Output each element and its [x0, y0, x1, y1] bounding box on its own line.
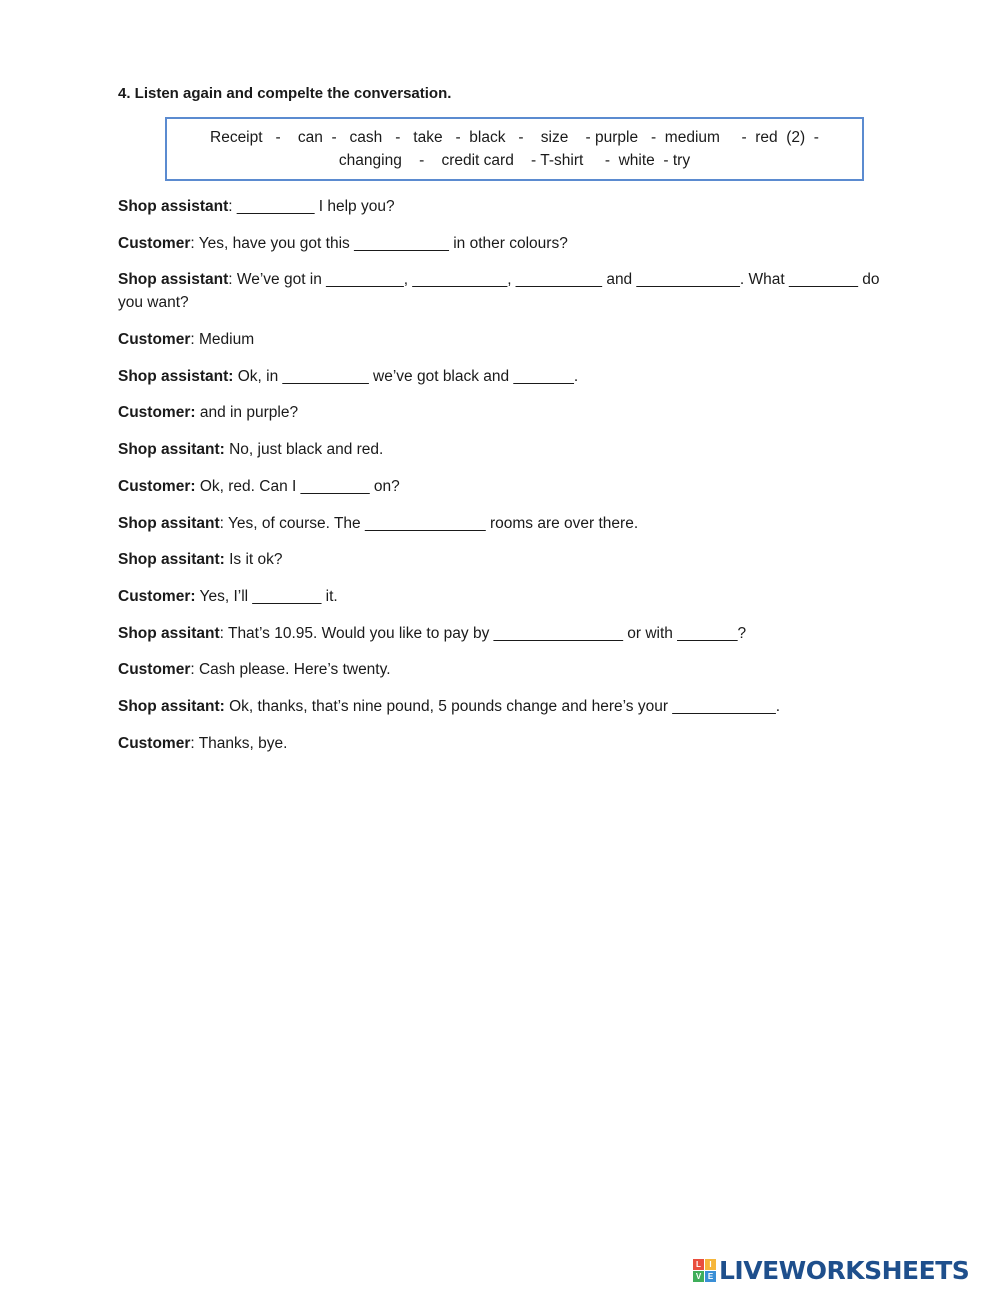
speaker-name: Shop assitant:	[118, 551, 225, 569]
dialogue-line	[118, 585, 888, 608]
dialogue-line	[118, 695, 888, 718]
speaker-name: Shop assitant	[118, 514, 220, 532]
word-bank-line-1: Receipt - can - cash - take - black - size - purple - medium - red (2) -	[210, 129, 819, 146]
line-text: Yes, I’ll ________ it.	[195, 587, 338, 605]
logo-mark-letter: E	[705, 1271, 716, 1282]
dialogue-line	[118, 268, 888, 314]
line-text: No, just black and red.	[224, 441, 384, 459]
speaker-name: Customer:	[118, 404, 196, 422]
line-text: : Medium	[190, 331, 255, 349]
speaker-name: Shop assitant:	[118, 441, 225, 459]
dialogue-line	[118, 732, 888, 755]
speaker-name: Customer:	[118, 477, 196, 495]
dialogue-line	[118, 438, 888, 461]
dialogue	[118, 195, 888, 768]
speaker-name: Shop assistant:	[118, 367, 234, 385]
dialogue-line	[118, 365, 888, 388]
dialogue-line	[118, 658, 888, 681]
speaker-name: Shop assitant:	[118, 697, 225, 715]
speaker-name: Customer	[118, 661, 191, 679]
dialogue-line	[118, 548, 888, 571]
exercise-heading: 4. Listen again and compelte the conversation.	[118, 85, 452, 102]
speaker-name: Customer	[118, 734, 191, 752]
speaker-name: Shop assistant	[118, 271, 229, 289]
dialogue-line	[118, 401, 888, 424]
dialogue-line	[118, 195, 888, 218]
speaker-name: Shop assitant	[118, 624, 220, 642]
word-bank-box	[165, 117, 864, 181]
word-bank-line-2: changing - credit card - T-shirt - white - try	[338, 152, 691, 169]
line-text: : Yes, have you got this ___________ in other colours?	[190, 234, 568, 252]
dialogue-line	[118, 475, 888, 498]
dialogue-line	[118, 328, 888, 351]
line-text: : Yes, of course. The ______________ rooms are over there.	[219, 514, 639, 532]
line-text: : _________ I help you?	[228, 198, 395, 215]
speaker-name: Shop assistant	[118, 198, 229, 215]
line-text: : Cash please. Here’s twenty.	[190, 661, 391, 679]
dialogue-line	[118, 232, 888, 255]
dialogue-line	[118, 512, 888, 535]
speaker-name: Customer	[118, 331, 191, 349]
logo-mark-letter: V	[693, 1271, 704, 1282]
speaker-name: Customer:	[118, 587, 196, 605]
line-text: Ok, in __________ we’ve got black and _______.	[233, 367, 579, 385]
logo-mark-icon	[693, 1259, 716, 1282]
speaker-name: Customer	[118, 234, 191, 252]
logo-text: LIVEWORKSHEETS	[719, 1255, 970, 1285]
line-text: Ok, thanks, that’s nine pound, 5 pounds change and here’s your ____________.	[224, 697, 781, 715]
logo-mark-letter: L	[693, 1259, 704, 1270]
line-text: Is it ok?	[224, 551, 283, 569]
line-text: : That’s 10.95. Would you like to pay by _______________ or with _______?	[219, 624, 747, 642]
liveworksheets-logo	[693, 1255, 969, 1285]
line-text: : We’ve got in _________, ___________, __________ and ____________. What ________ do you want?	[118, 271, 880, 312]
dialogue-line	[118, 622, 888, 645]
logo-mark-letter: I	[705, 1259, 716, 1270]
line-text: Ok, red. Can I ________ on?	[195, 477, 400, 495]
line-text: and in purple?	[195, 404, 299, 422]
line-text: : Thanks, bye.	[190, 734, 288, 752]
